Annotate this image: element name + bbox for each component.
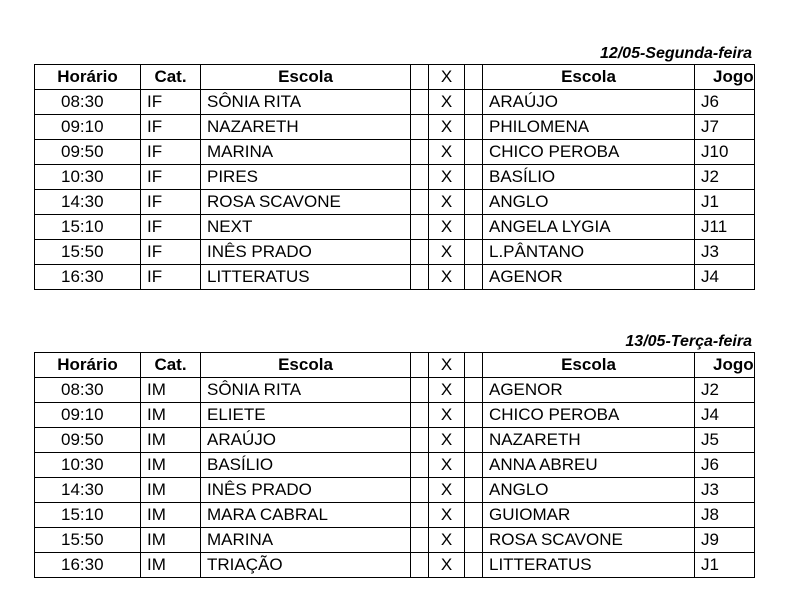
table-row (35, 528, 755, 553)
header-horario: Horário (35, 65, 141, 90)
cell-school-a: ARAÚJO (201, 428, 411, 453)
cell-spacer (465, 215, 483, 240)
table-row (35, 115, 755, 140)
cell-school-b: ANNA ABREU (483, 453, 695, 478)
cell-spacer (411, 378, 429, 403)
cell-school-a: INÊS PRADO (201, 478, 411, 503)
cell-school-a: LITTERATUS (201, 265, 411, 290)
cell-spacer (411, 165, 429, 190)
cell-spacer (411, 428, 429, 453)
cell-spacer (411, 140, 429, 165)
cell-spacer (465, 190, 483, 215)
cell-vs: X (429, 453, 465, 478)
header-escola-a: Escola (201, 353, 411, 378)
cell-school-a: NEXT (201, 215, 411, 240)
cell-time: 15:50 (35, 240, 141, 265)
header-spacer (411, 353, 429, 378)
cell-spacer (411, 265, 429, 290)
cell-vs: X (429, 403, 465, 428)
table-row (35, 378, 755, 403)
cell-school-a: ELIETE (201, 403, 411, 428)
cell-time: 09:10 (35, 115, 141, 140)
cell-vs: X (429, 140, 465, 165)
cell-game: J9 (695, 528, 755, 553)
cell-time: 10:30 (35, 453, 141, 478)
cell-spacer (465, 403, 483, 428)
cell-cat: IM (141, 428, 201, 453)
header-escola-a: Escola (201, 65, 411, 90)
cell-spacer (465, 140, 483, 165)
cell-cat: IM (141, 553, 201, 578)
cell-spacer (465, 165, 483, 190)
cell-school-b: GUIOMAR (483, 503, 695, 528)
cell-vs: X (429, 553, 465, 578)
cell-time: 15:10 (35, 503, 141, 528)
cell-game: J3 (695, 240, 755, 265)
table-row (35, 140, 755, 165)
cell-cat: IF (141, 240, 201, 265)
cell-vs: X (429, 115, 465, 140)
cell-school-b: AGENOR (483, 265, 695, 290)
cell-vs: X (429, 190, 465, 215)
table-row (35, 403, 755, 428)
cell-game: J3 (695, 478, 755, 503)
cell-game: J6 (695, 453, 755, 478)
cell-cat: IM (141, 403, 201, 428)
cell-school-a: SÔNIA RITA (201, 378, 411, 403)
cell-spacer (465, 478, 483, 503)
cell-spacer (411, 528, 429, 553)
cell-cat: IF (141, 190, 201, 215)
cell-vs: X (429, 503, 465, 528)
cell-school-a: BASÍLIO (201, 453, 411, 478)
schedule-block-day-2 (34, 332, 756, 578)
cell-spacer (411, 553, 429, 578)
cell-game: J1 (695, 190, 755, 215)
cell-school-b: ANGLO (483, 478, 695, 503)
cell-school-a: SÔNIA RITA (201, 90, 411, 115)
header-spacer (465, 353, 483, 378)
cell-vs: X (429, 215, 465, 240)
cell-spacer (411, 403, 429, 428)
cell-spacer (411, 478, 429, 503)
cell-spacer (411, 240, 429, 265)
cell-vs: X (429, 478, 465, 503)
cell-spacer (465, 528, 483, 553)
header-escola-b: Escola (483, 65, 695, 90)
cell-game: J1 (695, 553, 755, 578)
header-row (35, 353, 755, 378)
header-spacer (411, 65, 429, 90)
cell-vs: X (429, 428, 465, 453)
table-row (35, 165, 755, 190)
header-cat: Cat. (141, 353, 201, 378)
cell-school-b: LITTERATUS (483, 553, 695, 578)
cell-school-b: CHICO PEROBA (483, 140, 695, 165)
cell-school-a: MARINA (201, 528, 411, 553)
cell-spacer (465, 265, 483, 290)
cell-spacer (465, 503, 483, 528)
cell-spacer (411, 215, 429, 240)
table-row (35, 215, 755, 240)
cell-game: J5 (695, 428, 755, 453)
cell-time: 15:50 (35, 528, 141, 553)
day-title: 13/05-Terça-feira (625, 333, 752, 350)
cell-time: 14:30 (35, 478, 141, 503)
cell-cat: IM (141, 478, 201, 503)
header-x: X (429, 65, 465, 90)
table-row (35, 428, 755, 453)
cell-time: 14:30 (35, 190, 141, 215)
table-row (35, 478, 755, 503)
cell-school-a: MARINA (201, 140, 411, 165)
cell-vs: X (429, 240, 465, 265)
cell-vs: X (429, 528, 465, 553)
cell-vs: X (429, 378, 465, 403)
cell-spacer (465, 115, 483, 140)
cell-game: J2 (695, 165, 755, 190)
cell-school-b: CHICO PEROBA (483, 403, 695, 428)
cell-spacer (465, 378, 483, 403)
cell-school-a: ROSA SCAVONE (201, 190, 411, 215)
schedule-block-day-1 (34, 44, 756, 290)
schedule-table (34, 352, 755, 578)
cell-spacer (411, 453, 429, 478)
cell-time: 09:10 (35, 403, 141, 428)
table-row (35, 453, 755, 478)
day-title: 12/05-Segunda-feira (599, 45, 752, 62)
table-row (35, 240, 755, 265)
cell-school-a: NAZARETH (201, 115, 411, 140)
table-row (35, 190, 755, 215)
header-jogo: Jogo (695, 65, 755, 90)
cell-school-a: TRIAÇÃO (201, 553, 411, 578)
cell-time: 09:50 (35, 140, 141, 165)
cell-game: J2 (695, 378, 755, 403)
cell-cat: IM (141, 503, 201, 528)
cell-school-b: ARAÚJO (483, 90, 695, 115)
table-row (35, 553, 755, 578)
table-row (35, 90, 755, 115)
cell-time: 08:30 (35, 90, 141, 115)
schedule-table (34, 64, 755, 290)
cell-school-b: ROSA SCAVONE (483, 528, 695, 553)
header-row (35, 65, 755, 90)
cell-spacer (465, 240, 483, 265)
cell-school-b: AGENOR (483, 378, 695, 403)
cell-cat: IF (141, 115, 201, 140)
cell-spacer (465, 428, 483, 453)
cell-school-b: ANGLO (483, 190, 695, 215)
header-horario: Horário (35, 353, 141, 378)
cell-vs: X (429, 165, 465, 190)
cell-time: 15:10 (35, 215, 141, 240)
cell-game: J4 (695, 403, 755, 428)
cell-spacer (411, 90, 429, 115)
cell-game: J6 (695, 90, 755, 115)
cell-cat: IF (141, 90, 201, 115)
cell-spacer (465, 90, 483, 115)
cell-game: J7 (695, 115, 755, 140)
cell-cat: IF (141, 165, 201, 190)
header-x: X (429, 353, 465, 378)
cell-school-a: PIRES (201, 165, 411, 190)
cell-spacer (411, 503, 429, 528)
cell-vs: X (429, 90, 465, 115)
cell-school-b: NAZARETH (483, 428, 695, 453)
cell-school-a: MARA CABRAL (201, 503, 411, 528)
cell-cat: IF (141, 265, 201, 290)
header-cat: Cat. (141, 65, 201, 90)
cell-cat: IM (141, 453, 201, 478)
cell-time: 08:30 (35, 378, 141, 403)
header-escola-b: Escola (483, 353, 695, 378)
cell-school-b: PHILOMENA (483, 115, 695, 140)
cell-cat: IM (141, 378, 201, 403)
cell-game: J11 (695, 215, 755, 240)
header-jogo: Jogo (695, 353, 755, 378)
cell-game: J8 (695, 503, 755, 528)
cell-time: 16:30 (35, 265, 141, 290)
cell-school-b: L.PÂNTANO (483, 240, 695, 265)
cell-spacer (411, 115, 429, 140)
cell-school-b: ANGELA LYGIA (483, 215, 695, 240)
cell-time: 16:30 (35, 553, 141, 578)
cell-cat: IF (141, 140, 201, 165)
table-row (35, 503, 755, 528)
cell-vs: X (429, 265, 465, 290)
cell-game: J10 (695, 140, 755, 165)
cell-spacer (465, 553, 483, 578)
cell-cat: IF (141, 215, 201, 240)
cell-game: J4 (695, 265, 755, 290)
cell-school-b: BASÍLIO (483, 165, 695, 190)
header-spacer (465, 65, 483, 90)
table-row (35, 265, 755, 290)
cell-spacer (411, 190, 429, 215)
cell-cat: IM (141, 528, 201, 553)
cell-time: 09:50 (35, 428, 141, 453)
cell-spacer (465, 453, 483, 478)
cell-time: 10:30 (35, 165, 141, 190)
cell-school-a: INÊS PRADO (201, 240, 411, 265)
